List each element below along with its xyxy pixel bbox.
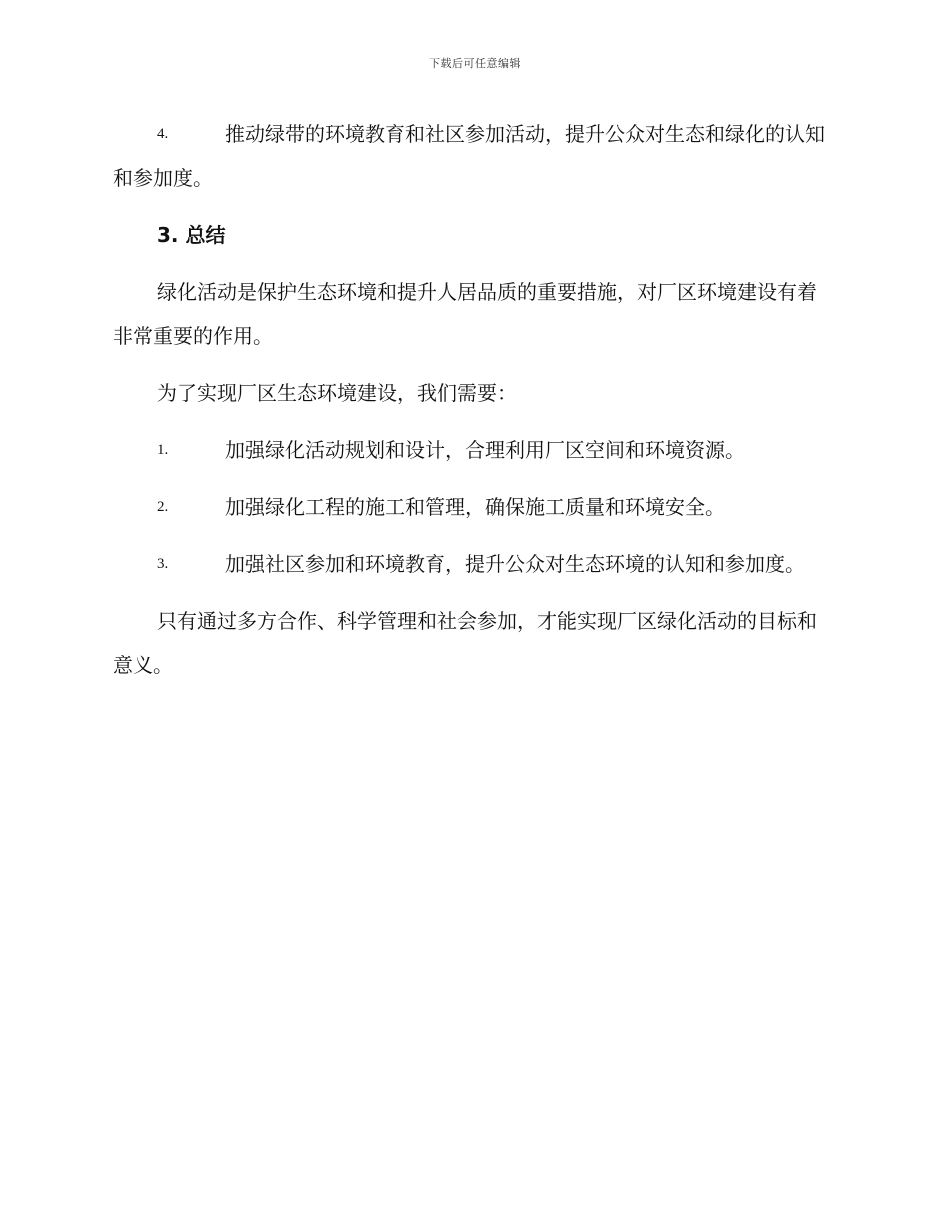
list-item-2 — [113, 485, 833, 529]
list-item-text: 加强绿化活动规划和设计，合理利用厂区空间和环境资源。 — [225, 438, 745, 462]
paragraph-conclusion: 只有通过多方合作、科学管理和社会参加，才能实现厂区绿化活动的目标和意义。 — [113, 609, 817, 677]
paragraph-needs: 为了实现厂区生态环境建设，我们需要： — [157, 381, 517, 405]
list-number: 3. — [157, 556, 169, 572]
list-number: 2. — [157, 499, 169, 515]
list-number: 4. — [157, 126, 169, 142]
list-item-1 — [113, 428, 833, 472]
list-number: 1. — [157, 442, 169, 458]
list-item-4 — [113, 112, 833, 200]
page-header: 下载后可任意编辑 — [429, 57, 521, 70]
list-item-3 — [113, 542, 833, 586]
paragraph-intro: 绿化活动是保护生态环境和提升人居品质的重要措施，对厂区环境建设有着非常重要的作用。 — [113, 280, 817, 348]
list-item-text: 加强绿化工程的施工和管理，确保施工质量和环境安全。 — [225, 495, 725, 519]
list-item-text: 加强社区参加和环境教育，提升公众对生态环境的认知和参加度。 — [225, 552, 805, 576]
section-heading-summary: 3. 总结 — [157, 223, 226, 247]
document-body — [113, 112, 833, 700]
list-item-text: 推动绿带的环境教育和社区参加活动，提升公众对生态和绿化的认知和参加度。 — [113, 122, 825, 190]
